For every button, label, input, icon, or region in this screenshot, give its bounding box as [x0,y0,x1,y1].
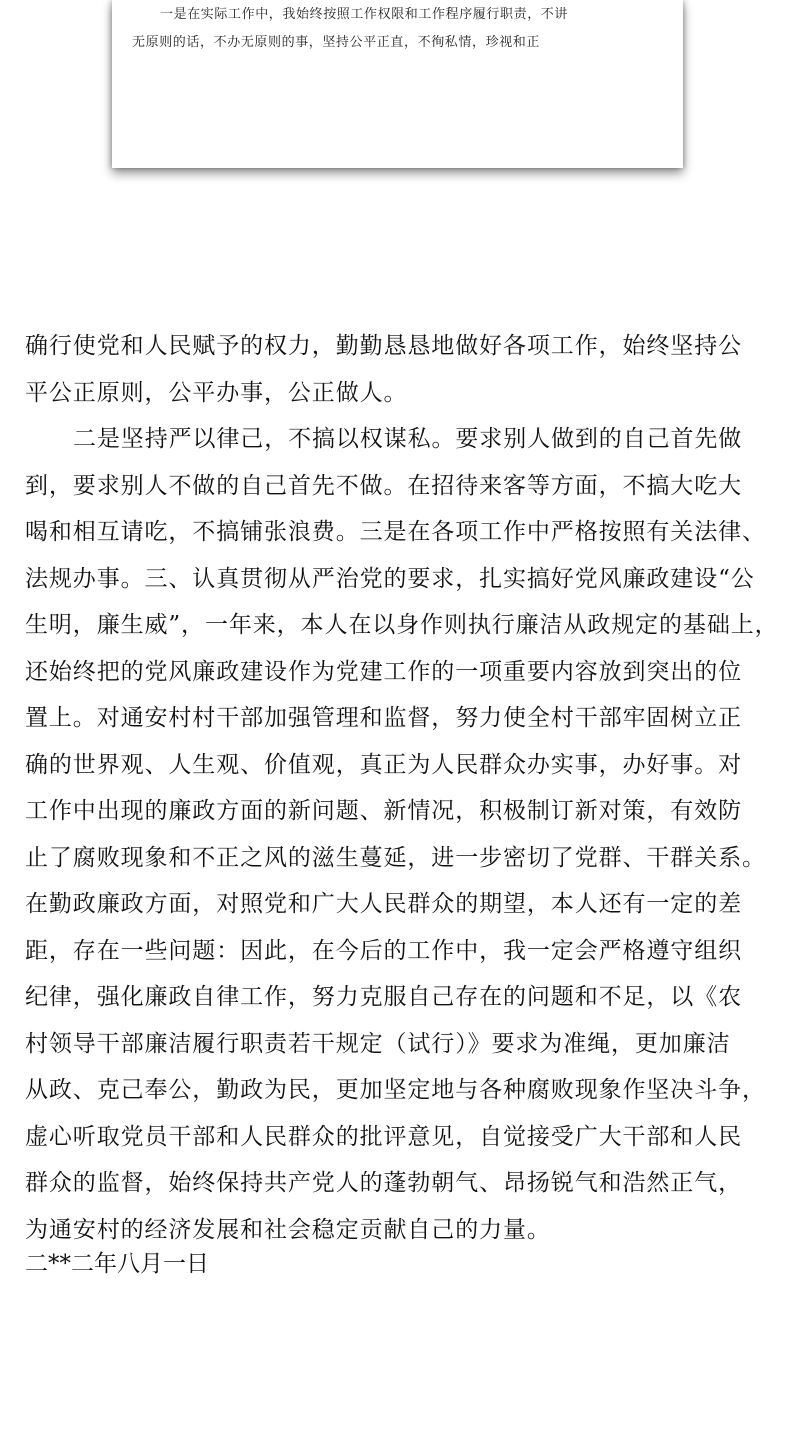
body-line: 确行使党和人民赋予的权力，勤勤恳恳地做好各项工作，始终坚持公 [25,333,742,359]
document-body [25,323,795,1253]
document-date: 二**二年八月一日 [25,1251,209,1277]
body-line: 置上。对通安村村干部加强管理和监督，努力使全村干部牢固树立正 [25,705,742,731]
body-line: 生明，廉生威”，一年来，本人在以身作则执行廉洁从政规定的基础上， [25,612,779,638]
body-line: 工作中出现的廉政方面的新问题、新情况，积极制订新对策，有效防 [25,798,742,824]
body-line: 还始终把的党风廉政建设作为党建工作的一项重要内容放到突出的位 [25,658,742,685]
body-line: 群众的监督，始终保持共产党人的蓬勃朝气、昂扬锐气和浩然正气， [25,1170,742,1196]
card-paragraph-line: 一是在实际工作中，我始终按照工作权限和工作程序履行职责，不讲 [160,7,569,22]
page-card [112,0,683,168]
body-line: 为通安村的经济发展和社会稳定贡献自己的力量。 [25,1216,551,1243]
body-line: 到，要求别人不做的自己首先不做。在招待来客等方面，不搞大吃大 [25,472,742,499]
body-line: 法规办事。三、认真贯彻从严治党的要求，扎实搞好党风廉政建设“公 [25,565,755,592]
body-line: 村领导干部廉洁履行职责若干规定（试行）》要求为准绳，更加廉洁 [25,1030,731,1057]
body-line: 纪律，强化廉政自律工作，努力克服自己存在的问题和不足，以《农 [25,984,742,1010]
body-line: 虚心听取党员干部和人民群众的批评意见，自觉接受广大干部和人民 [25,1123,742,1150]
body-line: 二是坚持严以律己，不搞以权谋私。要求别人做到的自己首先做 [73,426,743,452]
body-line: 确的世界观、人生观、价值观，真正为人民群众办实事，办好事。对 [25,751,742,778]
card-paragraph-line: 无原则的话，不办无原则的事，坚持公平正直，不徇私情，珍视和正 [132,35,541,50]
body-line: 平公正原则，公平办事，公正做人。 [25,379,408,406]
body-line: 从政、克己奉公，勤政为民，更加坚定地与各种腐败现象作坚决斗争， [25,1077,766,1103]
body-line: 在勤政廉政方面，对照党和广大人民群众的期望，本人还有一定的差 [25,891,742,917]
body-line: 距，存在一些问题：因此，在今后的工作中，我一定会严格遵守组织 [25,937,742,964]
body-line: 喝和相互请吃，不搞铺张浪费。三是在各项工作中严格按照有关法律、 [25,519,766,545]
body-line: 止了腐败现象和不正之风的滋生蔓延，进一步密切了党群、干群关系。 [25,844,766,871]
